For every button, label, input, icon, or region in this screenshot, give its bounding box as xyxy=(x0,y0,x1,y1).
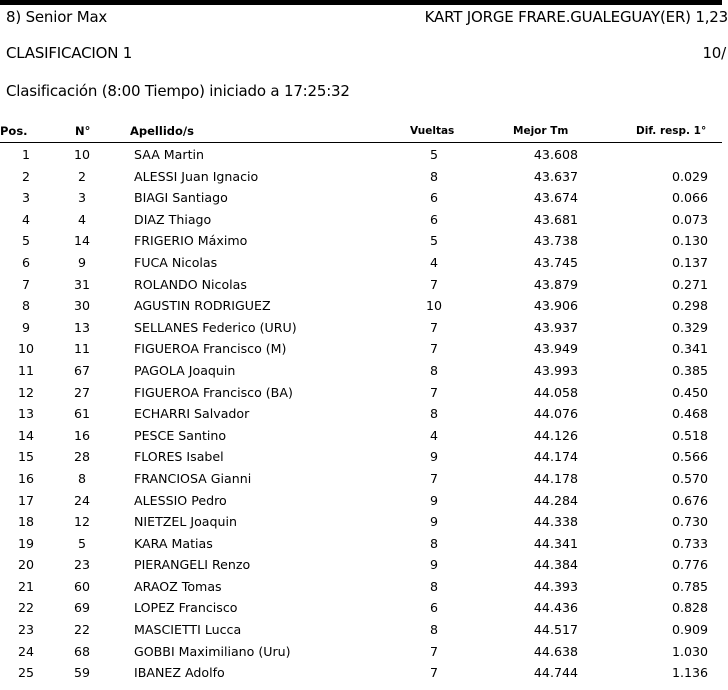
cell-driver-name: ARAOZ Tomas xyxy=(134,578,222,594)
cell-laps: 6 xyxy=(429,190,438,206)
event-title: 8) Senior Max xyxy=(6,8,108,26)
cell-driver-name: FIGUEROA Francisco (M) xyxy=(134,341,287,357)
cell-best-time: 44.338 xyxy=(533,514,578,530)
cell-best-time: 44.517 xyxy=(533,622,578,638)
table-row xyxy=(0,597,722,619)
cell-laps: 7 xyxy=(429,665,438,681)
cell-laps: 5 xyxy=(429,233,438,249)
table-row xyxy=(0,511,722,533)
table-row xyxy=(0,403,722,425)
cell-kart-number: 67 xyxy=(73,362,91,378)
cell-gap: 0.518 xyxy=(671,427,708,443)
cell-driver-name: PAGOLA Joaquin xyxy=(134,362,236,378)
table-row xyxy=(0,662,722,684)
cell-gap: 0.130 xyxy=(671,233,708,249)
cell-gap: 0.676 xyxy=(671,492,708,508)
cell-laps: 8 xyxy=(429,168,438,184)
table-row xyxy=(0,619,722,641)
cell-best-time: 44.076 xyxy=(533,406,578,422)
cell-best-time: 43.937 xyxy=(533,319,578,335)
cell-position: 13 xyxy=(17,406,35,422)
cell-position: 17 xyxy=(17,492,35,508)
cell-position: 5 xyxy=(21,233,30,249)
cell-best-time: 44.341 xyxy=(533,535,578,551)
cell-best-time: 44.058 xyxy=(533,384,578,400)
cell-best-time: 44.126 xyxy=(533,427,578,443)
cell-kart-number: 24 xyxy=(73,492,91,508)
table-row xyxy=(0,576,722,598)
cell-best-time: 44.174 xyxy=(533,449,578,465)
cell-best-time: 44.744 xyxy=(533,665,578,681)
table-row xyxy=(0,338,722,360)
cell-gap: 0.776 xyxy=(671,557,708,573)
cell-driver-name: IBANEZ Adolfo xyxy=(134,665,225,681)
cell-laps: 10 xyxy=(425,298,443,314)
cell-gap: 0.271 xyxy=(671,276,708,292)
cell-laps: 8 xyxy=(429,535,438,551)
cell-position: 4 xyxy=(21,211,30,227)
cell-gap: 0.730 xyxy=(671,514,708,530)
cell-best-time: 43.993 xyxy=(533,362,578,378)
table-row xyxy=(0,360,722,382)
column-header-diff: Dif. resp. 1° xyxy=(636,125,707,137)
cell-kart-number: 68 xyxy=(73,643,91,659)
table-row xyxy=(0,382,722,404)
cell-driver-name: ROLANDO Nicolas xyxy=(134,276,247,292)
cell-driver-name: FIGUEROA Francisco (BA) xyxy=(134,384,293,400)
cell-position: 10 xyxy=(17,341,35,357)
cell-position: 24 xyxy=(17,643,35,659)
cell-driver-name: ECHARRI Salvador xyxy=(134,406,250,422)
cell-position: 16 xyxy=(17,470,35,486)
cell-driver-name: ALESSIO Pedro xyxy=(134,492,227,508)
cell-best-time: 43.608 xyxy=(533,147,578,162)
cell-laps: 7 xyxy=(429,276,438,292)
cell-driver-name: FUCA Nicolas xyxy=(134,254,218,270)
cell-position: 21 xyxy=(17,578,35,594)
cell-best-time: 43.738 xyxy=(533,233,578,249)
cell-gap: 0.073 xyxy=(671,211,708,227)
table-row xyxy=(0,230,722,252)
cell-laps: 7 xyxy=(429,643,438,659)
table-row xyxy=(0,209,722,231)
cell-driver-name: SELLANES Federico (URU) xyxy=(134,319,297,335)
session-info: Clasificación (8:00 Tiempo) iniciado a 17:25:32 xyxy=(6,82,350,100)
cell-position: 22 xyxy=(17,600,35,616)
cell-kart-number: 9 xyxy=(77,254,86,270)
cell-position: 20 xyxy=(17,557,35,573)
cell-gap: 0.329 xyxy=(671,319,708,335)
cell-kart-number: 14 xyxy=(73,233,91,249)
cell-driver-name: MASCIETTI Lucca xyxy=(134,622,242,638)
cell-position: 15 xyxy=(17,449,35,465)
cell-driver-name: ALESSI Juan Ignacio xyxy=(134,168,259,184)
cell-best-time: 44.284 xyxy=(533,492,578,508)
cell-driver-name: SAA Martin xyxy=(134,147,204,162)
cell-kart-number: 22 xyxy=(73,622,91,638)
column-header-name: Apellido/s xyxy=(130,124,194,138)
cell-gap: 0.828 xyxy=(671,600,708,616)
cell-laps: 7 xyxy=(429,384,438,400)
cell-driver-name: DIAZ Thiago xyxy=(134,211,212,227)
page-number: 10/ xyxy=(702,44,726,62)
cell-laps: 7 xyxy=(429,470,438,486)
cell-position: 2 xyxy=(21,168,30,184)
session-title: CLASIFICACION 1 xyxy=(6,44,133,62)
cell-driver-name: KARA Matias xyxy=(134,535,213,551)
cell-kart-number: 4 xyxy=(77,211,86,227)
cell-best-time: 43.906 xyxy=(533,298,578,314)
cell-kart-number: 2 xyxy=(77,168,86,184)
cell-gap: 0.298 xyxy=(671,298,708,314)
cell-gap: 0.385 xyxy=(671,362,708,378)
table-row xyxy=(0,187,722,209)
cell-best-time: 43.745 xyxy=(533,254,578,270)
cell-best-time: 44.436 xyxy=(533,600,578,616)
cell-position: 1 xyxy=(21,147,30,162)
cell-driver-name: AGUSTIN RODRIGUEZ xyxy=(134,298,271,314)
cell-kart-number: 59 xyxy=(73,665,91,681)
table-row xyxy=(0,490,722,512)
cell-gap: 0.468 xyxy=(671,406,708,422)
cell-laps: 6 xyxy=(429,600,438,616)
cell-gap: 0.029 xyxy=(671,168,708,184)
cell-gap: 0.566 xyxy=(671,449,708,465)
cell-driver-name: FRANCIOSA Gianni xyxy=(134,470,252,486)
cell-laps: 6 xyxy=(429,211,438,227)
cell-driver-name: PESCE Santino xyxy=(134,427,227,443)
table-row xyxy=(0,533,722,555)
cell-driver-name: NIETZEL Joaquin xyxy=(134,514,237,530)
cell-position: 18 xyxy=(17,514,35,530)
cell-kart-number: 27 xyxy=(73,384,91,400)
table-row xyxy=(0,425,722,447)
cell-best-time: 44.638 xyxy=(533,643,578,659)
cell-kart-number: 13 xyxy=(73,319,91,335)
results-table xyxy=(0,144,722,684)
cell-gap: 0.341 xyxy=(671,341,708,357)
cell-kart-number: 28 xyxy=(73,449,91,465)
cell-laps: 9 xyxy=(429,449,438,465)
cell-position: 12 xyxy=(17,384,35,400)
cell-driver-name: BIAGI Santiago xyxy=(134,190,228,206)
cell-laps: 7 xyxy=(429,341,438,357)
cell-kart-number: 12 xyxy=(73,514,91,530)
cell-best-time: 43.674 xyxy=(533,190,578,206)
cell-driver-name: FLORES Isabel xyxy=(134,449,224,465)
cell-gap: 0.785 xyxy=(671,578,708,594)
column-header-best-time: Mejor Tm xyxy=(513,125,569,137)
cell-laps: 9 xyxy=(429,514,438,530)
cell-driver-name: PIERANGELI Renzo xyxy=(134,557,251,573)
cell-laps: 9 xyxy=(429,557,438,573)
cell-laps: 4 xyxy=(429,427,438,443)
cell-kart-number: 5 xyxy=(77,535,86,551)
cell-laps: 4 xyxy=(429,254,438,270)
cell-position: 14 xyxy=(17,427,35,443)
column-header-laps: Vueltas xyxy=(410,125,455,137)
cell-kart-number: 69 xyxy=(73,600,91,616)
cell-kart-number: 23 xyxy=(73,557,91,573)
cell-position: 6 xyxy=(21,254,30,270)
cell-best-time: 44.178 xyxy=(533,470,578,486)
cell-kart-number: 16 xyxy=(73,427,91,443)
cell-position: 25 xyxy=(17,665,35,681)
cell-position: 19 xyxy=(17,535,35,551)
table-row xyxy=(0,446,722,468)
top-rule xyxy=(0,0,722,5)
cell-gap: 0.733 xyxy=(671,535,708,551)
column-header-pos: Pos. xyxy=(0,124,28,138)
table-row xyxy=(0,166,722,188)
cell-gap: 0.066 xyxy=(671,190,708,206)
table-row xyxy=(0,317,722,339)
cell-gap: 0.450 xyxy=(671,384,708,400)
cell-best-time: 43.949 xyxy=(533,341,578,357)
cell-laps: 9 xyxy=(429,492,438,508)
cell-driver-name: FRIGERIO Máximo xyxy=(134,233,248,249)
cell-position: 23 xyxy=(17,622,35,638)
table-row xyxy=(0,468,722,490)
cell-kart-number: 30 xyxy=(73,298,91,314)
cell-laps: 5 xyxy=(429,147,438,162)
cell-position: 7 xyxy=(21,276,30,292)
cell-driver-name: GOBBI Maximiliano (Uru) xyxy=(134,643,291,659)
cell-laps: 8 xyxy=(429,578,438,594)
cell-kart-number: 11 xyxy=(73,341,91,357)
cell-best-time: 43.879 xyxy=(533,276,578,292)
table-row xyxy=(0,252,722,274)
cell-laps: 8 xyxy=(429,362,438,378)
table-row xyxy=(0,144,722,166)
table-row xyxy=(0,274,722,296)
cell-position: 9 xyxy=(21,319,30,335)
cell-gap: 0.137 xyxy=(671,254,708,270)
venue-title: KART JORGE FRARE.GUALEGUAY(ER) 1,23 xyxy=(424,8,728,26)
cell-position: 11 xyxy=(17,362,35,378)
cell-best-time: 43.637 xyxy=(533,168,578,184)
cell-gap: 1.136 xyxy=(671,665,708,681)
cell-best-time: 44.393 xyxy=(533,578,578,594)
cell-gap: 0.570 xyxy=(671,470,708,486)
cell-kart-number: 10 xyxy=(73,147,91,162)
cell-laps: 8 xyxy=(429,622,438,638)
column-header-number: N° xyxy=(75,124,91,138)
table-row xyxy=(0,554,722,576)
cell-gap: 1.030 xyxy=(671,643,708,659)
cell-position: 8 xyxy=(21,298,30,314)
table-row xyxy=(0,295,722,317)
cell-laps: 7 xyxy=(429,319,438,335)
cell-gap: 0.909 xyxy=(671,622,708,638)
cell-best-time: 43.681 xyxy=(533,211,578,227)
cell-kart-number: 3 xyxy=(77,190,86,206)
cell-driver-name: LOPEZ Francisco xyxy=(134,600,238,616)
cell-kart-number: 61 xyxy=(73,406,91,422)
cell-best-time: 44.384 xyxy=(533,557,578,573)
table-row xyxy=(0,641,722,663)
cell-laps: 8 xyxy=(429,406,438,422)
cell-kart-number: 31 xyxy=(73,276,91,292)
cell-kart-number: 60 xyxy=(73,578,91,594)
header-divider xyxy=(0,142,722,143)
cell-position: 3 xyxy=(21,190,30,206)
cell-kart-number: 8 xyxy=(77,470,86,486)
